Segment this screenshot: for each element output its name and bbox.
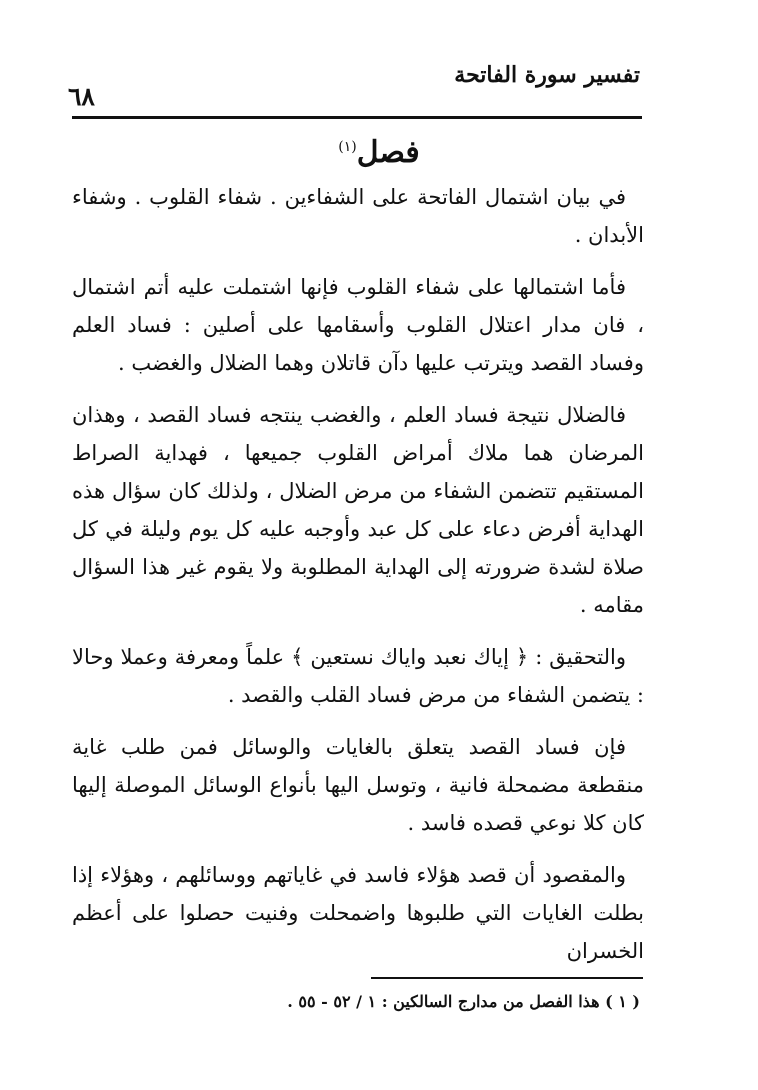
running-title: تفسير سورة الفاتحة [454, 62, 640, 88]
paragraph: فالضلال نتيجة فساد العلم ، والغضب ينتجه فساد القصد ، وهذان المرضان هما ملاك أمراض القلوب جميعها ، فهداية الصراط المستقيم تتضمن الشفاء من مرض الضلال ، ولذلك كان سؤال هذه الهداية أفرض دعاء على كل عبد وأوجبه عليه كل يوم وليلة في كل صلاة لشدة ضرورته إلى الهداية المطلوبة ولا يقوم غير هذا السؤال مقامه . [72, 403, 644, 617]
section-heading-text: فصل [356, 135, 420, 170]
header-rule [72, 116, 642, 119]
footnote-marker: (١) [338, 139, 357, 155]
section-heading [0, 125, 758, 175]
paragraph: فأما اشتمالها على شفاء القلوب فإنها اشتملت عليه أتم اشتمال ، فان مدار اعتلال القلوب وأسقامها على أصلين : فساد العلم وفساد القصد ويترتب عليها دآن قاتلان وهما الضلال والغضب . [72, 275, 644, 375]
footnote: ( ١ ) هذا الفصل من مدارج السالكين : ١ / ٥٢ - ٥٥ . [287, 992, 640, 1011]
page-number: ٦٨ [68, 82, 95, 111]
body-text [72, 178, 644, 984]
footnote-rule [371, 977, 643, 979]
paragraph: والتحقيق : ﴿ إياك نعبد واياك نستعين ﴾ علماً ومعرفة وعملا وحالا : يتضمن الشفاء من مرض فساد القلب والقصد . [72, 645, 644, 707]
paragraph: فإن فساد القصد يتعلق بالغايات والوسائل فمن طلب غاية منقطعة مضمحلة فانية ، وتوسل اليها بأنواع الوسائل الموصلة إليها كان كلا نوعي قصده فاسد . [72, 735, 644, 835]
paragraph: والمقصود أن قصد هؤلاء فاسد في غاياتهم ووسائلهم ، وهؤلاء إذا بطلت الغايات التي طلبوها واضمحلت وفنيت حصلوا على أعظم الخسران [72, 863, 644, 963]
paragraph: في بيان اشتمال الفاتحة على الشفاءين . شفاء القلوب . وشفاء الأبدان . [72, 185, 644, 247]
